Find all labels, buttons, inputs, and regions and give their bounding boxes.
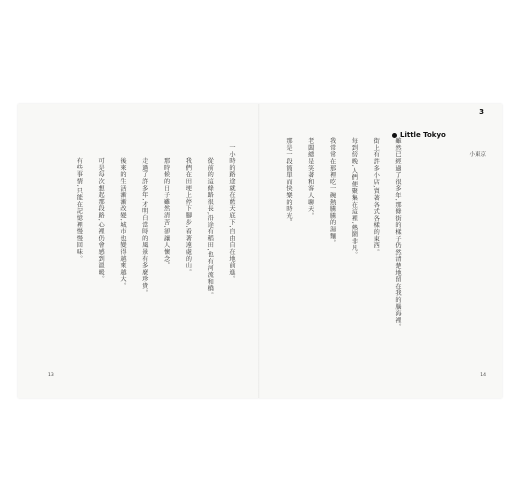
book-spread <box>18 104 502 398</box>
chapter-number: 3 <box>479 108 484 116</box>
right-page <box>260 104 502 398</box>
left-page <box>18 104 260 398</box>
left-page-body-text: 一小時的路途就在藍天底下,自由自在地前進。 從前的這條路很長,沿途有稻田,也有河流和橋。 我們在田埂上停下腳步,看著遠處的山。 那時候的日子雖然清苦,卻讓人懷念。 走過了許多年,才明白當時的風景有多麼珍貴。 後來的生活漸漸改變,城市也變得越來越大。 可是每次想起那段路,心裡仍會感到溫暖。 有些事情,只能在記憶裡慢慢回味。 <box>75 144 235 299</box>
right-page-body-text: 雖然已經過了很多年,那條街的樣子仍然清楚地留在我的腦海裡。 街上有許多小店,賣著各式各樣的東西。 每到傍晚,人們便聚集在這裡,熱鬧非凡。 我常常在那裡吃一碗熱騰騰的湯麵。 老闆總是笑著和客人聊天。 那是一段簡單而快樂的時光。 <box>284 137 401 331</box>
right-page-number: 14 <box>480 373 486 378</box>
chapter-title-text: Little Tokyo <box>400 131 446 139</box>
left-page-number: 13 <box>48 373 54 378</box>
chapter-subtitle: 小東京 <box>469 152 486 158</box>
